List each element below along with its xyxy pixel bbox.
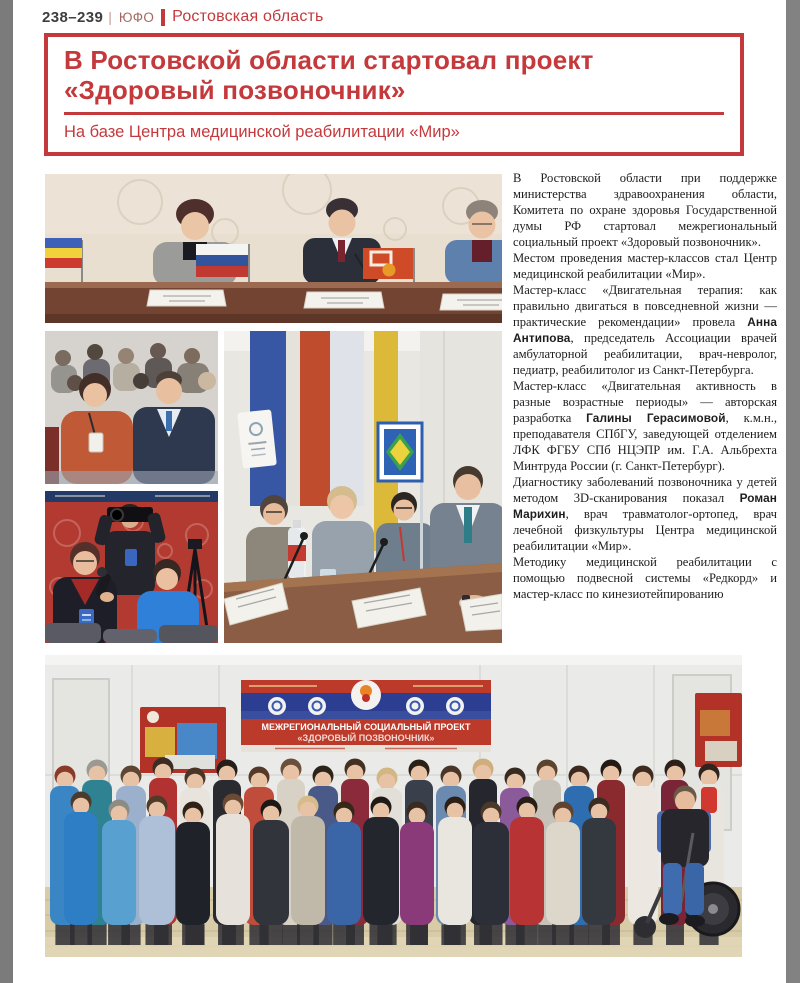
article-paragraph: Мастер-класс «Двигательная терапия: как правильно двигаться в повседневной жизни — практические рекомендации» провела Анна Антипова, председатель Ассоциации врачей амбулаторной реабилитации, врач-невролог, педиатр, реабилитолог из Санкт-Петербурга. [513,283,777,377]
page-header [42,8,324,26]
article-subtitle: На базе Центра медицинской реабилитации «Мир» [64,123,460,141]
project-banner [241,680,491,752]
side-banner-left [140,707,226,773]
article-paragraph: Местом проведения мастер-классов стал Центр медицинской реабилитации «Мир». [513,251,777,281]
article-paragraph: В Ростовской области при поддержке министерства здравоохранения области, Комитета по охране здоровья Государственной думы РФ стартовал межрегиональный социальный проект «Здоровый позвоночник». [513,171,777,249]
banner-line1: МЕЖРЕГИОНАЛЬНЫЙ СОЦИАЛЬНЫЙ ПРОЕКТ [261,722,471,732]
russia-flag [196,244,248,277]
header-red-bar [161,9,165,26]
page-numbers: 238–239 [42,8,104,26]
photo-group [45,655,742,957]
rostov-flag [45,238,82,268]
title-divider [64,112,724,115]
person-name: Анна Антипова [513,315,777,345]
person-name: Роман Марихин [513,491,777,521]
region-name: Ростовская область [172,8,324,25]
photo-press-question [45,491,218,643]
federal-district-label: ЮФО [118,9,155,25]
article-paragraph: Мастер-класс «Двигательная активность в разные возрастные периоды» — авторская разработка Галины Герасимовой, к.м.н., преподавателя СПбГУ, заведующей отделением ЛФК ФГБУ СПб НЦЭПР им. Г.А. Альбрехта Минтруда России (г. Санкт-Петербург). [513,379,777,473]
article-title: В Ростовской области стартовал проект «Здоровый позвоночник» [64,45,594,105]
article-title-box [44,33,744,156]
header-separator: | [108,9,112,25]
person-name: Галины Герасимовой [586,411,726,425]
article-body [513,170,777,602]
banner-line2: «ЗДОРОВЫЙ ПОЗВОНОЧНИК» [297,733,435,743]
emblem-flag [363,248,413,279]
photo-panel-speakers [224,331,502,643]
viewer-edge-left [0,0,13,983]
viewer-edge-right [786,0,800,983]
photo-presidium [45,174,502,323]
article-paragraph: Диагностику заболеваний позвоночника у детей методом 3D-сканирования показал Роман Марихин, врач травматолог-ортопед, врач лечебной физкультуры Центра медицинской реабилитации «Мир». [513,475,777,553]
side-banner-right [695,693,742,767]
article-paragraph: Методику медицинской реабилитации с помощью подвесной системы «Редкорд» и мастер-класс по кинезиотейпированию [513,555,777,601]
photo-audience [45,331,218,484]
